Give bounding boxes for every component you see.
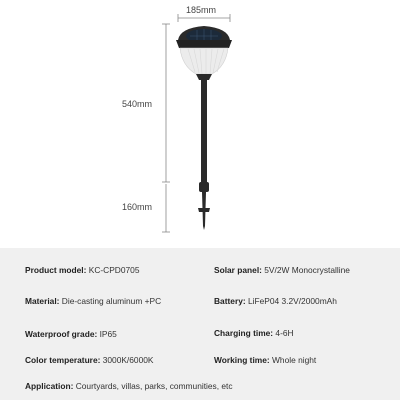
spec-label: Battery: (214, 296, 246, 306)
spec-working-time (214, 355, 316, 365)
spec-label: Solar panel: (214, 265, 262, 275)
spec-value: Whole night (272, 355, 317, 365)
spec-solar-panel (214, 265, 350, 275)
width-dimension-line (178, 14, 230, 22)
spec-value: Courtyards, villas, parks, communities, etc (75, 381, 233, 391)
spec-label: Material: (25, 296, 60, 306)
spec-label: Working time: (214, 355, 270, 365)
spec-material (25, 296, 161, 306)
spec-value: 5V/2W Monocrystalline (264, 265, 350, 275)
spec-label: Product model: (25, 265, 87, 275)
height-dimension-line (162, 24, 170, 182)
ground-stake (198, 182, 210, 230)
solar-lamp-head (176, 26, 232, 80)
spec-value: Die-casting aluminum +PC (61, 296, 162, 306)
spec-label: Application: (25, 381, 74, 391)
spec-product-model (25, 265, 140, 275)
spec-label: Waterproof grade: (25, 329, 98, 339)
spec-waterproof-grade (25, 329, 117, 339)
spec-battery (214, 296, 337, 306)
spec-value: KC-CPD0705 (88, 265, 140, 275)
stake-dimension-line (162, 184, 170, 232)
height-dimension-label: 540mm (122, 99, 153, 109)
width-dimension-label: 185mm (186, 5, 217, 15)
specifications-panel (0, 248, 400, 400)
spec-label: Charging time: (214, 328, 274, 338)
spec-label: Color temperature: (25, 355, 101, 365)
spec-value: LiFeP04 3.2V/2000mAh (247, 296, 337, 306)
lamp-pole (201, 80, 207, 184)
stake-dimension-label: 160mm (122, 202, 153, 212)
light-diffuser (180, 48, 228, 74)
spec-value: IP65 (99, 329, 117, 339)
spec-application (25, 381, 233, 391)
spec-value: 3000K/6000K (102, 355, 154, 365)
spec-color-temperature (25, 355, 153, 365)
spec-charging-time (214, 328, 294, 338)
spec-value: 4-6H (275, 328, 294, 338)
